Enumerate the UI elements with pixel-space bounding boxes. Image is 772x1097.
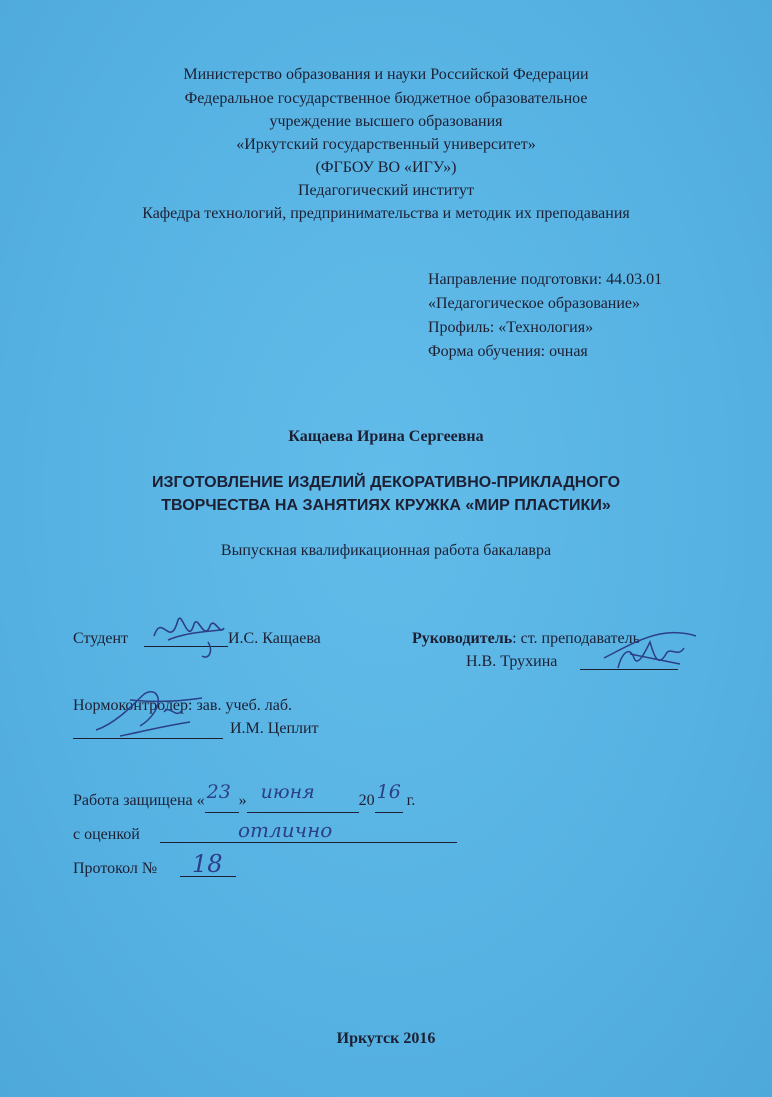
student-signature <box>148 606 228 666</box>
defense-year-end: г. <box>406 792 416 809</box>
department-name: Кафедра технологий, предпринимательства и методик их преподавания <box>142 205 630 222</box>
defense-day-field <box>205 781 239 813</box>
defense-year-suffix: 16 <box>376 781 401 803</box>
protocol-label: Протокол № <box>73 860 158 877</box>
work-type: Выпускная квалификационная работа бакалавра <box>220 542 552 559</box>
institution-line-1: Федеральное государственное бюджетное образовательное <box>184 90 588 107</box>
study-form: Форма обучения: очная <box>428 343 588 360</box>
defense-month: июня <box>260 781 315 803</box>
grade-value: отлично <box>238 818 333 842</box>
program-name: «Педагогическое образование» <box>428 295 641 312</box>
student-name: И.С. Кащаева <box>228 630 321 647</box>
supervisor-signature <box>600 628 700 676</box>
protocol-value: 18 <box>192 850 223 878</box>
thesis-title-line-1: ИЗГОТОВЛЕНИЕ ИЗДЕЛИЙ ДЕКОРАТИВНО-ПРИКЛАДНОГО <box>151 474 621 491</box>
thesis-title-line-2: ТВОРЧЕСТВА НА ЗАНЯТИЯХ КРУЖКА «МИР ПЛАСТИКИ» <box>161 497 611 514</box>
defense-year-prefix: 20 <box>358 792 375 809</box>
normcontrol-name: И.М. Цеплит <box>230 720 319 737</box>
city-year: Иркутск 2016 <box>336 1030 436 1047</box>
supervisor-name: Н.В. Трухина <box>466 653 558 670</box>
defense-day: 23 <box>206 781 231 803</box>
grade-label: с оценкой <box>73 826 140 843</box>
defense-prefix: Работа защищена « <box>73 792 205 809</box>
supervisor-label: Руководитель <box>412 630 513 647</box>
institute-name: Педагогический институт <box>297 182 475 199</box>
defense-year-field <box>375 781 403 813</box>
program-direction: Направление подготовки: 44.03.01 <box>428 271 663 288</box>
institution-line-2: учреждение высшего образования <box>269 113 503 130</box>
supervisor-role: : ст. преподаватель <box>512 630 640 647</box>
normcontrol-label: Нормоконтролёр: зав. учеб. лаб. <box>73 697 292 714</box>
student-label: Студент <box>73 630 129 647</box>
university-abbr: (ФГБОУ ВО «ИГУ») <box>315 159 457 176</box>
author-name: Кащаева Ирина Сергеевна <box>288 428 484 445</box>
ministry-line: Министерство образования и науки Российской Федерации <box>183 66 589 83</box>
defense-mid: » <box>238 792 247 809</box>
normcontrol-signature <box>90 686 210 742</box>
program-profile: Профиль: «Технология» <box>428 319 594 336</box>
university-name: «Иркутский государственный университет» <box>236 136 536 153</box>
defense-date <box>73 781 416 813</box>
grade-line <box>160 842 457 843</box>
defense-month-field <box>247 781 359 813</box>
